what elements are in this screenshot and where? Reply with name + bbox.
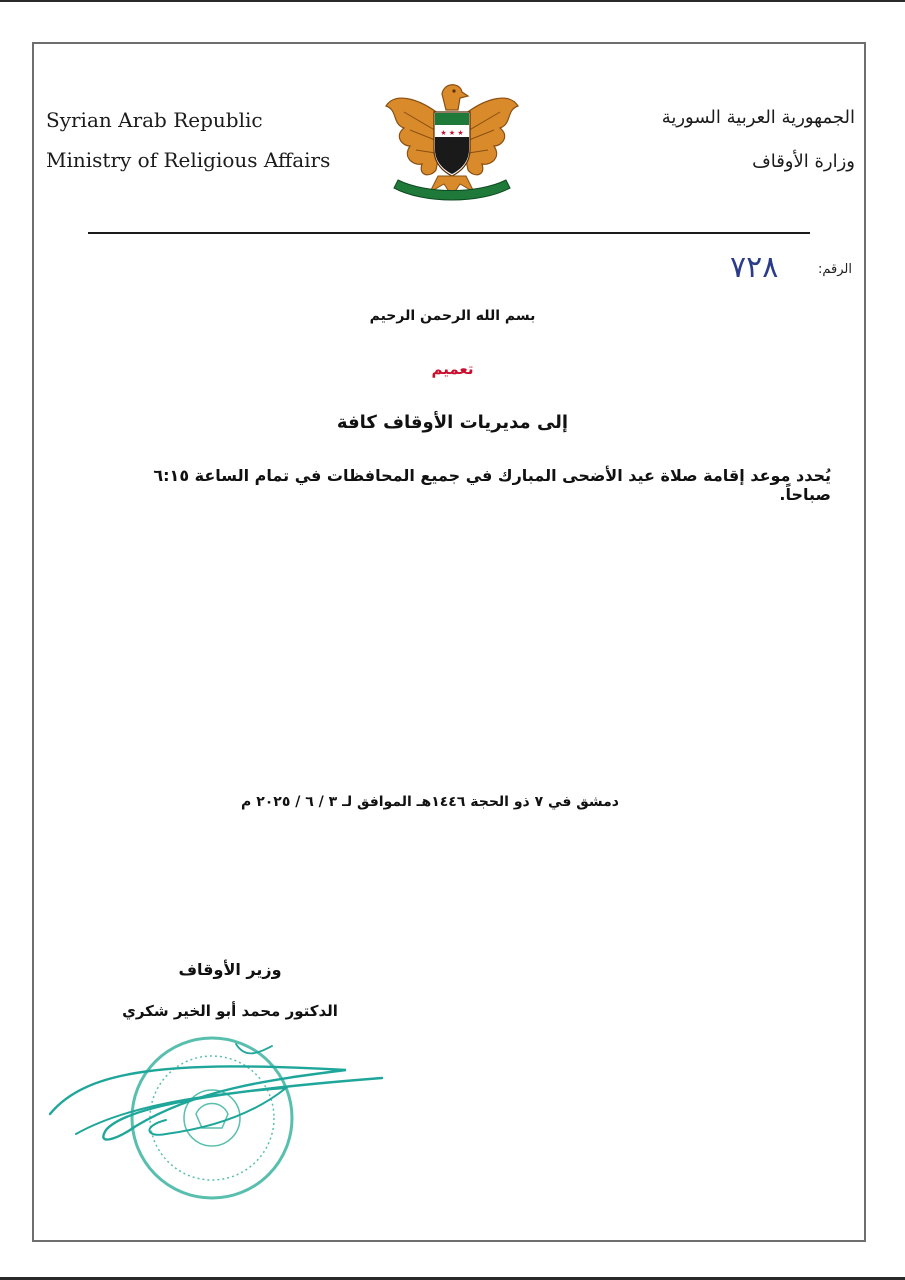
notice-type: تعميم bbox=[431, 360, 474, 378]
country-name-en: Syrian Arab Republic bbox=[46, 108, 263, 132]
date-line: دمشق في ٧ ذو الحجة ١٤٤٦هـ الموافق لـ ٣ / ٦ / ٢٠٢٥ م bbox=[241, 794, 619, 810]
body-text: يُحدد موعد إقامة صلاة عيد الأضحى المبارك في جميع المحافظات في تمام الساعة ٦:١٥ صباحاً. bbox=[153, 466, 831, 504]
eagle-emblem-icon bbox=[384, 80, 520, 204]
reference-label: الرقم: bbox=[818, 262, 852, 277]
country-name-ar: الجمهورية العربية السورية bbox=[661, 107, 855, 128]
reference-number: ٧٢٨ bbox=[730, 250, 779, 285]
addressee: إلى مديريات الأوقاف كافة bbox=[336, 412, 569, 433]
svg-text:★ ★ ★: ★ ★ ★ bbox=[440, 129, 464, 137]
top-border bbox=[0, 0, 905, 2]
handwritten-signature-icon bbox=[50, 1044, 382, 1140]
signatory-title: وزير الأوقاف bbox=[178, 960, 282, 979]
header-divider bbox=[88, 232, 810, 234]
official-stamp-icon bbox=[132, 1038, 292, 1198]
ministry-name-en: Ministry of Religious Affairs bbox=[46, 148, 331, 172]
signatory-name: الدكتور محمد أبو الخير شكري bbox=[122, 1002, 338, 1020]
ministry-name-ar: وزارة الأوقاف bbox=[752, 151, 855, 172]
arabic-header bbox=[662, 96, 855, 184]
english-header bbox=[46, 100, 330, 180]
basmala: بسم الله الرحمن الرحيم bbox=[369, 308, 536, 324]
stamp-and-signature bbox=[46, 1030, 392, 1210]
